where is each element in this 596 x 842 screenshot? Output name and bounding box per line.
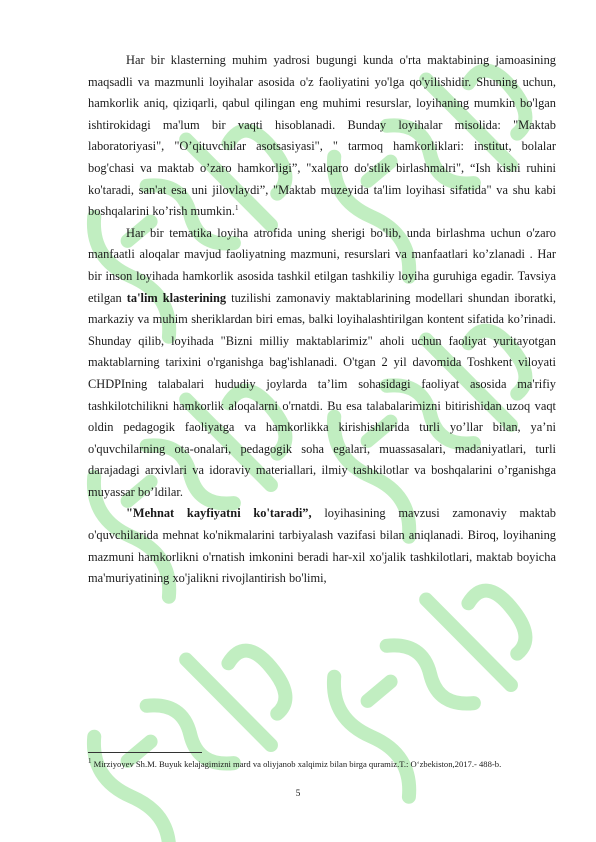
text-run: tuzilishi zamonaviy maktablarining modellari shundan iboratki, markaziy va muhim sheriklardan biri emas, balki loyihalashtirilgan kontent sifatida ko’rinadi. Shunday qilib, loyihada "Bizni milliy maktablarimiz" aholi uchun faoliyat yuritayotgan maktablarning tarixini o'rganishga bag'ishlanadi. O'tgan 2 yil davomida Toshkent viloyati CHDPIning talabalari hududiy joylarda ta’lim sohasidagi faoliyat asosida ma'rifiy tashkilotchilikni hamkorlik aloqalarni o'rnatdi. Bu esa talabalarimizni bitirishidan uzoq vaqt oldin pedagogik faoliyatga va hamkorlikka kirishishlarida turli yo’llar bilan, ya’ni o'quvchilarning ota-onalari, pedagogik soha egalari, muassasalari, madaniyatlari, turli darajadagi arxivlari va idoraviy materiallari, ilmiy tashkilotlar va boshqalarini o’rganishga muyassar bo’ldilar. — [88, 290, 556, 499]
text-run: Har bir tematika loyiha atrofida uning sherigi bo'lib, unda birlashma uchun o'zaro manfaatli aloqalar mavjud faoliyatning mazmuni, resurslari va manfaatlari ko’zlanadi . Har bir inson loyihada hamkorlik asosida tashkil etilgan tashkiliy loyiha guruhiga egadir. Tavsiya etilgan — [88, 225, 556, 305]
paragraph-1 — [88, 50, 556, 223]
text-run: loyihasining mavzusi zamonaviy maktab o'quvchilarida mehnat ko'nikmalarini tarbiyalash vazifasi bilan aniqlanadi. Biroq, loyihaning mazmuni hamkorlikni o'rnatish imkonini beradi har-xil xo'jalik tashkilotlari, maktab boyicha ma'muriyatining xo'jalikni rivojlantirish bo'limi, — [88, 506, 557, 586]
footnote-reference: 1 — [234, 204, 239, 213]
text-run: Har bir klasterning muhim yadrosi bugungi kunda o'rta maktabining jamoasining maqsadli va mazmunli loyihalar asosida o'z faoliyatini yo'lga qo'yilishidir. Shuning uchun, hamkorlik aniq, qiziqarli, qabul qilingan eng muhimi resurslar, loyihaning mumkin bo'lgan ishtirokidagi ma'lum bir vaqti hisoblanadi. Bunday loyihalar misolida: "Maktab laboratoriyasi", "O’qituvchilar asotsasiyasi", " tarmoq hamkorliklari: institut, bolalar bog'chasi va maktab o’zaro hamkorligi”, "xalqaro do'stlik birlashmalri", “Ish kishi ruhini ko'taradi, san'at esa uni jilovlaydi”, "Maktab muzeyida ta'lim loyihasi sifatida" va shu kabi boshqalarini ko’rish mumkin. — [88, 53, 556, 219]
watermark-logo-icon — [79, 621, 322, 842]
bold-text: "Mehnat kayfiyatni ko'taradi”, — [126, 506, 312, 521]
footnote-text: Mirziyoyev Sh.M. Buyuk kelajagimizni mard va oliyjanob xalqimiz bilan birga quramiz.T.: O‘zbekiston,2017.- 488-b. — [91, 759, 502, 769]
paragraph-2 — [88, 223, 556, 504]
footnote-marker: 1 — [88, 757, 92, 766]
page-number: 5 — [295, 789, 301, 799]
footnote-separator — [88, 752, 202, 753]
body-text — [88, 50, 556, 590]
footnote — [88, 756, 556, 772]
bold-text: ta'lim klasterining — [126, 290, 227, 305]
paragraph-3 — [88, 503, 556, 589]
